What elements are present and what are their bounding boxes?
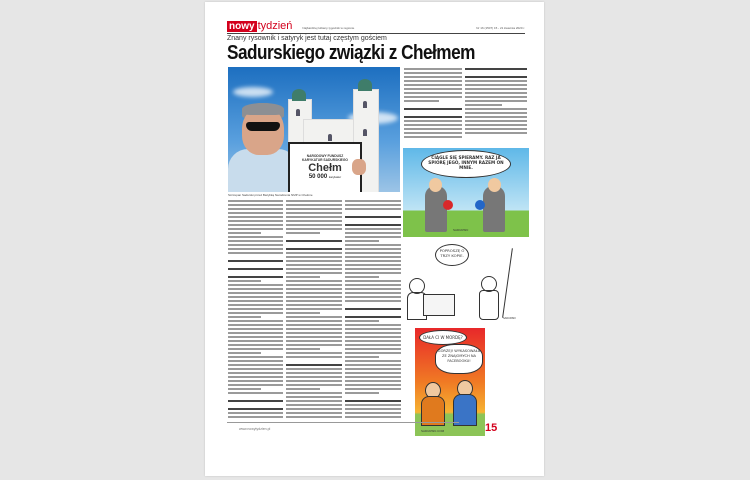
text-column-3 bbox=[345, 200, 401, 420]
sunglasses bbox=[246, 122, 280, 131]
text-line bbox=[404, 100, 439, 102]
text-line bbox=[345, 328, 401, 330]
text-line bbox=[286, 208, 342, 210]
text-line bbox=[286, 416, 342, 418]
text-line bbox=[228, 312, 283, 314]
text-line bbox=[286, 268, 342, 270]
text-line bbox=[345, 200, 401, 202]
text-line bbox=[286, 408, 342, 410]
text-line bbox=[345, 404, 401, 406]
issue-info: Nr 16 (1507) 15 - 21 kwietnia 2020 r. bbox=[476, 26, 525, 30]
text-line bbox=[228, 292, 283, 294]
cartoon-1-speech: CIĄGLE SIĘ SPIERAMY. RAZ JA SPIORĘ JEGO, INNYM RAZEM ON MNIE. bbox=[421, 150, 511, 178]
text-line bbox=[286, 232, 320, 234]
text-line bbox=[286, 364, 342, 366]
text-line bbox=[345, 332, 401, 334]
text-column-5 bbox=[465, 68, 527, 140]
copier bbox=[423, 294, 455, 316]
text-line bbox=[228, 252, 283, 254]
text-line bbox=[345, 340, 401, 342]
text-line bbox=[345, 320, 379, 322]
text-line bbox=[465, 128, 527, 130]
text-line bbox=[345, 236, 401, 238]
text-line bbox=[286, 376, 342, 378]
man-hand bbox=[352, 159, 366, 175]
article-photo bbox=[228, 67, 400, 192]
cartoon-1 bbox=[403, 148, 529, 237]
text-line bbox=[228, 344, 283, 346]
text-line bbox=[345, 308, 401, 310]
text-line bbox=[228, 208, 283, 210]
masthead-divider bbox=[227, 33, 525, 34]
text-line bbox=[286, 324, 342, 326]
red-glove bbox=[443, 200, 453, 210]
text-line bbox=[345, 408, 401, 410]
cartoon-3-signature: SADURSKI.COM bbox=[421, 429, 445, 433]
text-line bbox=[228, 368, 283, 370]
text-line bbox=[286, 284, 342, 286]
cartoon-3-speech-2: GORZEJ! WYKASOWAŁA ZE ZNAJOMYCH NA FACEBOOKU! bbox=[435, 344, 483, 374]
text-line bbox=[465, 104, 502, 106]
text-line bbox=[286, 296, 342, 298]
text-line bbox=[345, 268, 401, 270]
cartoon-3-speech-1: DAŁA CI W MORDĘ? bbox=[419, 330, 467, 345]
page-number: 15 bbox=[485, 422, 498, 434]
logo-nowy: nowy bbox=[229, 21, 255, 32]
logo-tydzien: tydzień bbox=[257, 20, 293, 32]
text-line bbox=[286, 248, 342, 250]
text-line bbox=[465, 112, 527, 114]
text-line bbox=[286, 228, 342, 230]
text-line bbox=[228, 348, 283, 350]
boxer-right bbox=[483, 186, 505, 232]
photo-sign bbox=[288, 142, 362, 192]
text-line bbox=[228, 284, 283, 286]
text-line bbox=[228, 328, 283, 330]
text-line bbox=[228, 412, 283, 414]
text-line bbox=[345, 248, 401, 250]
text-line bbox=[465, 124, 527, 126]
text-line bbox=[345, 252, 401, 254]
text-line bbox=[228, 372, 283, 374]
text-line bbox=[345, 336, 401, 338]
text-line bbox=[286, 280, 342, 282]
text-line bbox=[404, 76, 462, 78]
photo-caption: Szczepan Sadurski przed Bazyliką Narodzenia NMP w Chełmie bbox=[228, 193, 313, 197]
text-line bbox=[345, 392, 379, 394]
text-line bbox=[228, 260, 283, 262]
text-line bbox=[345, 244, 401, 246]
text-line bbox=[228, 232, 261, 234]
text-line bbox=[228, 248, 283, 250]
text-line bbox=[228, 296, 283, 298]
sign-amount bbox=[290, 174, 360, 180]
text-line bbox=[345, 280, 401, 282]
text-line bbox=[345, 352, 401, 354]
article-kicker: Znany rysownik i satyryk jest tutaj częstym gościem bbox=[227, 35, 387, 42]
text-line bbox=[228, 380, 283, 382]
article-headline: Sadurskiego związki z Chełmem bbox=[227, 42, 475, 64]
cartoon-2-signature: SADURSKI bbox=[503, 317, 516, 320]
text-line bbox=[404, 120, 462, 122]
text-line bbox=[228, 384, 283, 386]
text-line bbox=[404, 80, 462, 82]
text-line bbox=[286, 392, 342, 394]
text-line bbox=[345, 368, 401, 370]
text-line bbox=[345, 324, 401, 326]
text-line bbox=[286, 264, 342, 266]
text-line bbox=[345, 412, 401, 414]
text-line bbox=[286, 252, 342, 254]
text-line bbox=[404, 124, 462, 126]
text-line bbox=[228, 204, 283, 206]
text-line bbox=[345, 300, 401, 302]
text-line bbox=[228, 300, 283, 302]
masthead bbox=[227, 20, 525, 32]
text-line bbox=[286, 312, 320, 314]
sign-line2: KARYKATUR SADURSKIEGO bbox=[302, 158, 348, 162]
text-line bbox=[286, 240, 342, 242]
text-line bbox=[345, 360, 401, 362]
text-line bbox=[228, 220, 283, 222]
text-line bbox=[345, 204, 401, 206]
knight-body bbox=[479, 290, 499, 320]
text-line bbox=[286, 328, 342, 330]
text-line bbox=[345, 264, 401, 266]
sign-amount-unit: karykatur bbox=[328, 175, 342, 179]
text-line bbox=[228, 308, 283, 310]
text-line bbox=[286, 288, 342, 290]
text-line bbox=[286, 308, 342, 310]
text-line bbox=[286, 320, 342, 322]
text-line bbox=[345, 416, 401, 418]
text-line bbox=[345, 208, 401, 210]
text-column-4 bbox=[404, 68, 462, 140]
text-line bbox=[345, 388, 401, 390]
text-line bbox=[228, 408, 283, 410]
text-line bbox=[465, 96, 527, 98]
text-line bbox=[404, 128, 462, 130]
text-line bbox=[228, 200, 283, 202]
text-line bbox=[286, 224, 342, 226]
text-line bbox=[228, 400, 283, 402]
man-hair-top bbox=[242, 103, 284, 115]
boxer-left bbox=[425, 186, 447, 232]
text-line bbox=[465, 80, 527, 82]
text-line bbox=[465, 92, 527, 94]
text-line bbox=[286, 388, 320, 390]
text-line bbox=[404, 96, 462, 98]
text-line bbox=[228, 392, 283, 394]
text-line bbox=[345, 240, 379, 242]
text-line bbox=[345, 256, 401, 258]
boxer-left-head bbox=[429, 178, 442, 192]
text-line bbox=[286, 368, 342, 370]
text-line bbox=[404, 136, 462, 138]
cartoon-2 bbox=[403, 242, 529, 324]
text-line bbox=[286, 400, 342, 402]
text-line bbox=[286, 340, 342, 342]
text-line bbox=[345, 276, 379, 278]
text-line bbox=[228, 352, 261, 354]
text-line bbox=[465, 116, 527, 118]
text-line bbox=[286, 256, 342, 258]
text-line bbox=[228, 304, 283, 306]
text-line bbox=[286, 384, 342, 386]
spear bbox=[502, 248, 513, 317]
text-line bbox=[228, 240, 283, 242]
text-line bbox=[345, 260, 401, 262]
text-line bbox=[404, 108, 462, 110]
newspaper-page bbox=[205, 2, 544, 476]
blue-glove bbox=[475, 200, 485, 210]
text-line bbox=[404, 132, 462, 134]
text-line bbox=[286, 204, 342, 206]
text-line bbox=[404, 72, 462, 74]
text-line bbox=[286, 292, 342, 294]
text-line bbox=[286, 380, 342, 382]
footer-divider bbox=[227, 422, 459, 423]
text-line bbox=[404, 84, 462, 86]
text-line bbox=[465, 132, 527, 134]
text-line bbox=[404, 68, 462, 70]
cartoon-3 bbox=[415, 328, 485, 436]
text-line bbox=[345, 384, 401, 386]
text-line bbox=[286, 332, 342, 334]
text-line bbox=[228, 212, 283, 214]
text-line bbox=[345, 272, 401, 274]
text-line bbox=[286, 200, 342, 202]
text-line bbox=[286, 316, 342, 318]
text-line bbox=[345, 288, 401, 290]
text-line bbox=[228, 236, 283, 238]
text-line bbox=[286, 352, 342, 354]
sign-city: Chełm bbox=[308, 162, 342, 174]
text-line bbox=[228, 320, 283, 322]
text-line bbox=[404, 116, 462, 118]
text-line bbox=[228, 360, 283, 362]
text-line bbox=[286, 356, 342, 358]
text-line bbox=[345, 344, 401, 346]
text-line bbox=[345, 356, 379, 358]
text-line bbox=[286, 300, 342, 302]
text-line bbox=[345, 232, 401, 234]
text-line bbox=[228, 216, 283, 218]
text-line bbox=[345, 228, 401, 230]
text-line bbox=[345, 400, 401, 402]
text-line bbox=[228, 336, 283, 338]
text-line bbox=[228, 276, 283, 278]
text-line bbox=[345, 376, 401, 378]
text-line bbox=[228, 288, 283, 290]
text-column-6 bbox=[404, 327, 410, 422]
text-line bbox=[286, 276, 320, 278]
text-line bbox=[345, 296, 401, 298]
text-line bbox=[465, 68, 527, 70]
text-line bbox=[228, 268, 283, 270]
text-line bbox=[286, 260, 342, 262]
text-line bbox=[286, 212, 342, 214]
text-line bbox=[228, 340, 283, 342]
text-line bbox=[228, 416, 283, 418]
text-line bbox=[465, 84, 527, 86]
text-line bbox=[286, 396, 342, 398]
text-line bbox=[465, 108, 527, 110]
text-line bbox=[286, 348, 320, 350]
text-line bbox=[286, 216, 342, 218]
text-line bbox=[286, 344, 342, 346]
boxer-right-head bbox=[488, 178, 501, 192]
text-line bbox=[286, 404, 342, 406]
text-line bbox=[345, 372, 401, 374]
text-line bbox=[228, 356, 283, 358]
text-line bbox=[228, 228, 283, 230]
cartoon-1-signature: SADURSKI bbox=[453, 228, 469, 232]
text-line bbox=[286, 372, 342, 374]
text-line bbox=[228, 244, 283, 246]
text-line bbox=[465, 88, 527, 90]
text-line bbox=[228, 364, 283, 366]
masthead-tagline: Najbardziej lubiany tygodnik w regionie bbox=[302, 26, 355, 30]
text-line bbox=[345, 348, 401, 350]
text-line bbox=[404, 92, 462, 94]
text-line bbox=[345, 292, 401, 294]
text-line bbox=[228, 388, 261, 390]
text-line bbox=[228, 224, 283, 226]
text-line bbox=[228, 332, 283, 334]
text-line bbox=[286, 336, 342, 338]
text-line bbox=[228, 324, 283, 326]
text-line bbox=[286, 272, 342, 274]
text-line bbox=[286, 304, 342, 306]
sign-amount-value: 50 000 bbox=[308, 174, 328, 180]
text-column-1 bbox=[228, 200, 283, 420]
text-line bbox=[404, 88, 462, 90]
text-line bbox=[465, 76, 527, 78]
text-column-2 bbox=[286, 200, 342, 420]
text-line bbox=[465, 120, 527, 122]
text-line bbox=[345, 284, 401, 286]
text-line bbox=[345, 224, 401, 226]
text-line bbox=[228, 376, 283, 378]
text-line bbox=[228, 280, 261, 282]
text-line bbox=[345, 380, 401, 382]
footer-url[interactable]: www.nowytydzien.pl bbox=[239, 427, 271, 431]
text-line bbox=[345, 316, 401, 318]
cartoon-2-speech: POPROSZĘ O TRZY KOPIE. bbox=[435, 244, 469, 266]
text-line bbox=[345, 364, 401, 366]
text-line bbox=[286, 412, 342, 414]
sign-line1: NARODOWY FUNDUSZ bbox=[306, 154, 344, 158]
text-line bbox=[345, 216, 401, 218]
text-line bbox=[465, 100, 527, 102]
text-line bbox=[228, 316, 261, 318]
text-line bbox=[286, 220, 342, 222]
